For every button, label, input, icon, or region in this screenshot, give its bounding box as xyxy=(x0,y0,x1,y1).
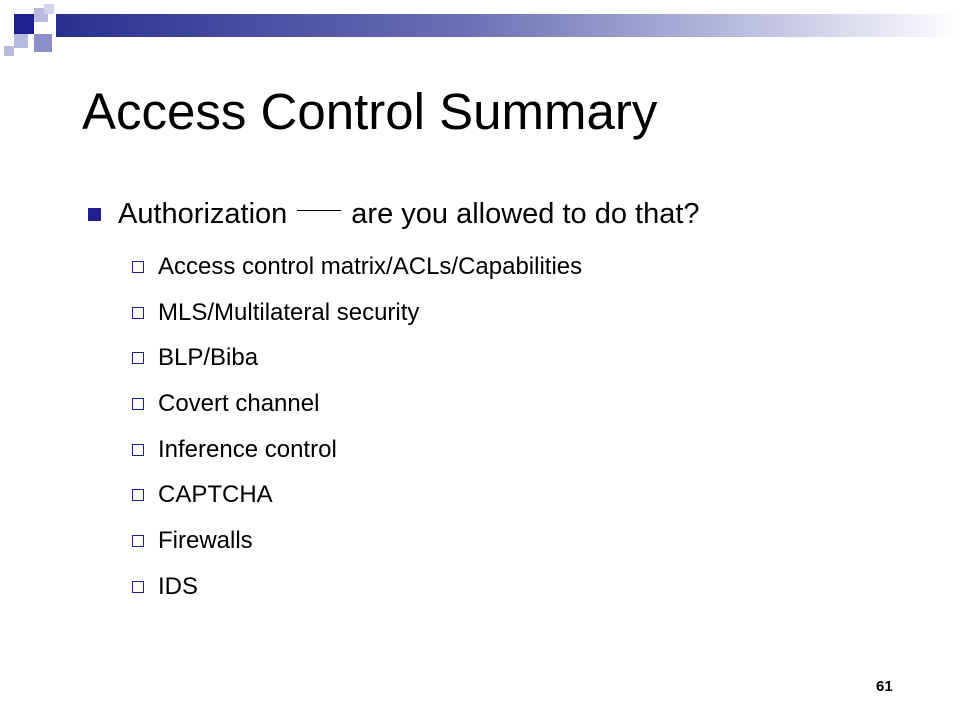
hollow-square-bullet-icon xyxy=(132,581,144,593)
deco-square-light xyxy=(44,4,54,14)
list-item-label: BLP/Biba xyxy=(158,344,259,372)
list-item-label: MLS/Multilateral security xyxy=(158,298,420,326)
hollow-square-bullet-icon xyxy=(132,444,144,456)
list-item xyxy=(132,518,582,564)
hollow-square-bullet-icon xyxy=(132,398,144,410)
slide-title: Access Control Summary xyxy=(82,83,658,140)
header-decoration xyxy=(0,0,960,70)
list-item xyxy=(132,381,582,427)
list-item xyxy=(132,290,582,336)
hollow-square-bullet-icon xyxy=(132,535,144,547)
list-item-label: Inference control xyxy=(158,435,337,463)
list-item xyxy=(132,564,582,610)
hollow-square-bullet-icon xyxy=(132,352,144,364)
list-item xyxy=(132,472,582,518)
sub-bullet-list xyxy=(132,244,582,610)
list-item xyxy=(132,335,582,381)
list-item-label: Covert channel xyxy=(158,389,320,417)
hollow-square-bullet-icon xyxy=(132,261,144,273)
deco-square-medium xyxy=(34,34,52,52)
list-item-label: IDS xyxy=(158,572,199,600)
deco-square-light xyxy=(4,46,14,56)
header-gradient-bar xyxy=(56,14,960,37)
list-item-label: Firewalls xyxy=(158,526,253,554)
list-item-label: Access control matrix/ACLs/Capabilities xyxy=(158,252,583,280)
list-item-label: CAPTCHA xyxy=(158,481,273,509)
deco-square-dark xyxy=(14,14,34,34)
em-dash-icon xyxy=(297,210,341,211)
main-bullet xyxy=(88,196,700,232)
main-bullet-term: Authorization xyxy=(118,197,288,230)
list-item xyxy=(132,427,582,473)
main-bullet-question: are you allowed to do that? xyxy=(351,197,700,230)
page-number: 61 xyxy=(876,678,893,695)
list-item xyxy=(132,244,582,290)
deco-square-light xyxy=(14,34,28,48)
hollow-square-bullet-icon xyxy=(132,307,144,319)
square-bullet-icon xyxy=(88,208,101,221)
hollow-square-bullet-icon xyxy=(132,489,144,501)
